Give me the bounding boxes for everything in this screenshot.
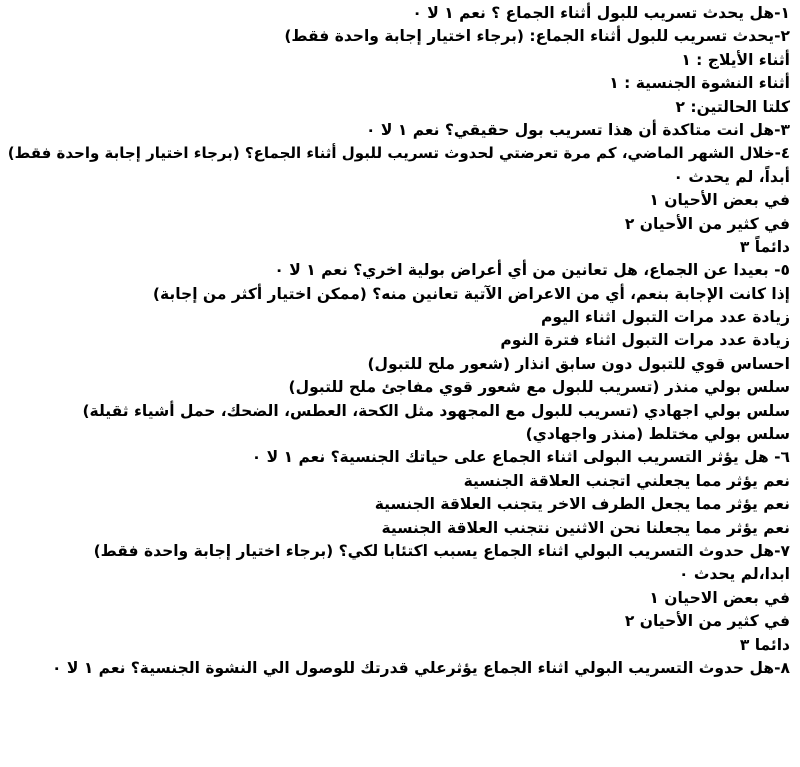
question-5: ٥- بعيدا عن الجماع، هل تعانين من أي أعراض بولية اخري؟ نعم ١ لا ٠ bbox=[274, 261, 790, 280]
question-6-option-partner-avoid: نعم يؤثر مما يجعل الطرف الاخر يتجنب العلاقة الجنسية bbox=[374, 495, 790, 514]
question-7: ٧-هل حدوث التسريب البولي اثناء الجماع يسبب اكتئابا لكي؟ (برجاء اختيار إجابة واحدة فقط) bbox=[93, 541, 790, 560]
question-4-option-sometimes: في بعض الأحيان ١ bbox=[649, 191, 790, 210]
question-7-option-never: ابدا،لم يحدث ٠ bbox=[678, 565, 790, 584]
question-5-followup: إذا كانت الإجابة بنعم، أي من الاعراض الآتية تعانين منه؟ (ممكن اختيار أكثر من إجابة) bbox=[152, 284, 790, 303]
question-6: ٦- هل يؤثر التسريب البولى اثناء الجماع على حياتك الجنسية؟ نعم ١ لا ٠ bbox=[251, 448, 790, 467]
question-6-option-both-avoid: نعم يؤثر مما يجعلنا نحن الاثنين نتجنب العلاقة الجنسية bbox=[381, 518, 790, 537]
question-4: ٤-خلال الشهر الماضي، كم مرة تعرضتي لحدوث تسريب للبول أثناء الجماع؟ (برجاء اختيار إجابة واحدة فقط) bbox=[7, 144, 790, 163]
question-2-option-both: كلتا الحالتين: ٢ bbox=[675, 97, 790, 116]
question-4-option-always: دائماً ٣ bbox=[739, 237, 790, 256]
question-5-option-night-frequency: زيادة عدد مرات التبول اثناء فترة النوم bbox=[500, 331, 790, 350]
questionnaire-document bbox=[0, 2, 790, 680]
question-7-option-always: دائما ٣ bbox=[739, 635, 790, 654]
question-4-option-often: في كثير من الأحيان ٢ bbox=[624, 214, 790, 233]
question-5-option-urge-incontinence: سلس بولي منذر (تسريب للبول مع شعور قوي مفاجئ ملح للتبول) bbox=[288, 378, 790, 397]
question-2-option-penetration: أثناء الأيلاج : ١ bbox=[681, 50, 790, 69]
question-7-option-often: في كثير من الأحيان ٢ bbox=[624, 612, 790, 631]
question-5-option-stress-incontinence: سلس بولي اجهادي (تسريب للبول مع المجهود مثل الكحة، العطس، الضحك، حمل أشياء ثقيلة) bbox=[82, 401, 790, 420]
question-5-option-day-frequency: زيادة عدد مرات التبول اثناء اليوم bbox=[541, 308, 790, 327]
question-8: ٨-هل حدوث التسريب البولي اثناء الجماع يؤثرعلي قدرتك للوصول الي النشوة الجنسية؟ نعم ١ لا ٠ bbox=[52, 658, 790, 677]
question-3: ٣-هل انت متاكدة أن هذا تسريب بول حقيقي؟ نعم ١ لا ٠ bbox=[366, 120, 790, 139]
question-1: ١-هل يحدث تسريب للبول أثناء الجماع ؟ نعم ١ لا ٠ bbox=[412, 4, 790, 22]
question-5-option-urgency: احساس قوي للتبول دون سابق انذار (شعور ملح للتبول) bbox=[367, 354, 790, 373]
question-5-option-mixed-incontinence: سلس بولي مختلط (منذر واجهادي) bbox=[525, 425, 790, 444]
question-6-option-self-avoid: نعم يؤثر مما يجعلني اتجنب العلاقة الجنسية bbox=[463, 471, 790, 490]
question-2: ٢-يحدث تسريب للبول أثناء الجماع: (برجاء اختيار إجابة واحدة فقط) bbox=[284, 27, 790, 46]
question-7-option-sometimes: في بعض الاحيان ١ bbox=[649, 588, 790, 607]
question-4-option-never: أبداً، لم يحدث ٠ bbox=[673, 167, 790, 186]
question-2-option-orgasm: أثناء النشوة الجنسية : ١ bbox=[609, 74, 790, 93]
